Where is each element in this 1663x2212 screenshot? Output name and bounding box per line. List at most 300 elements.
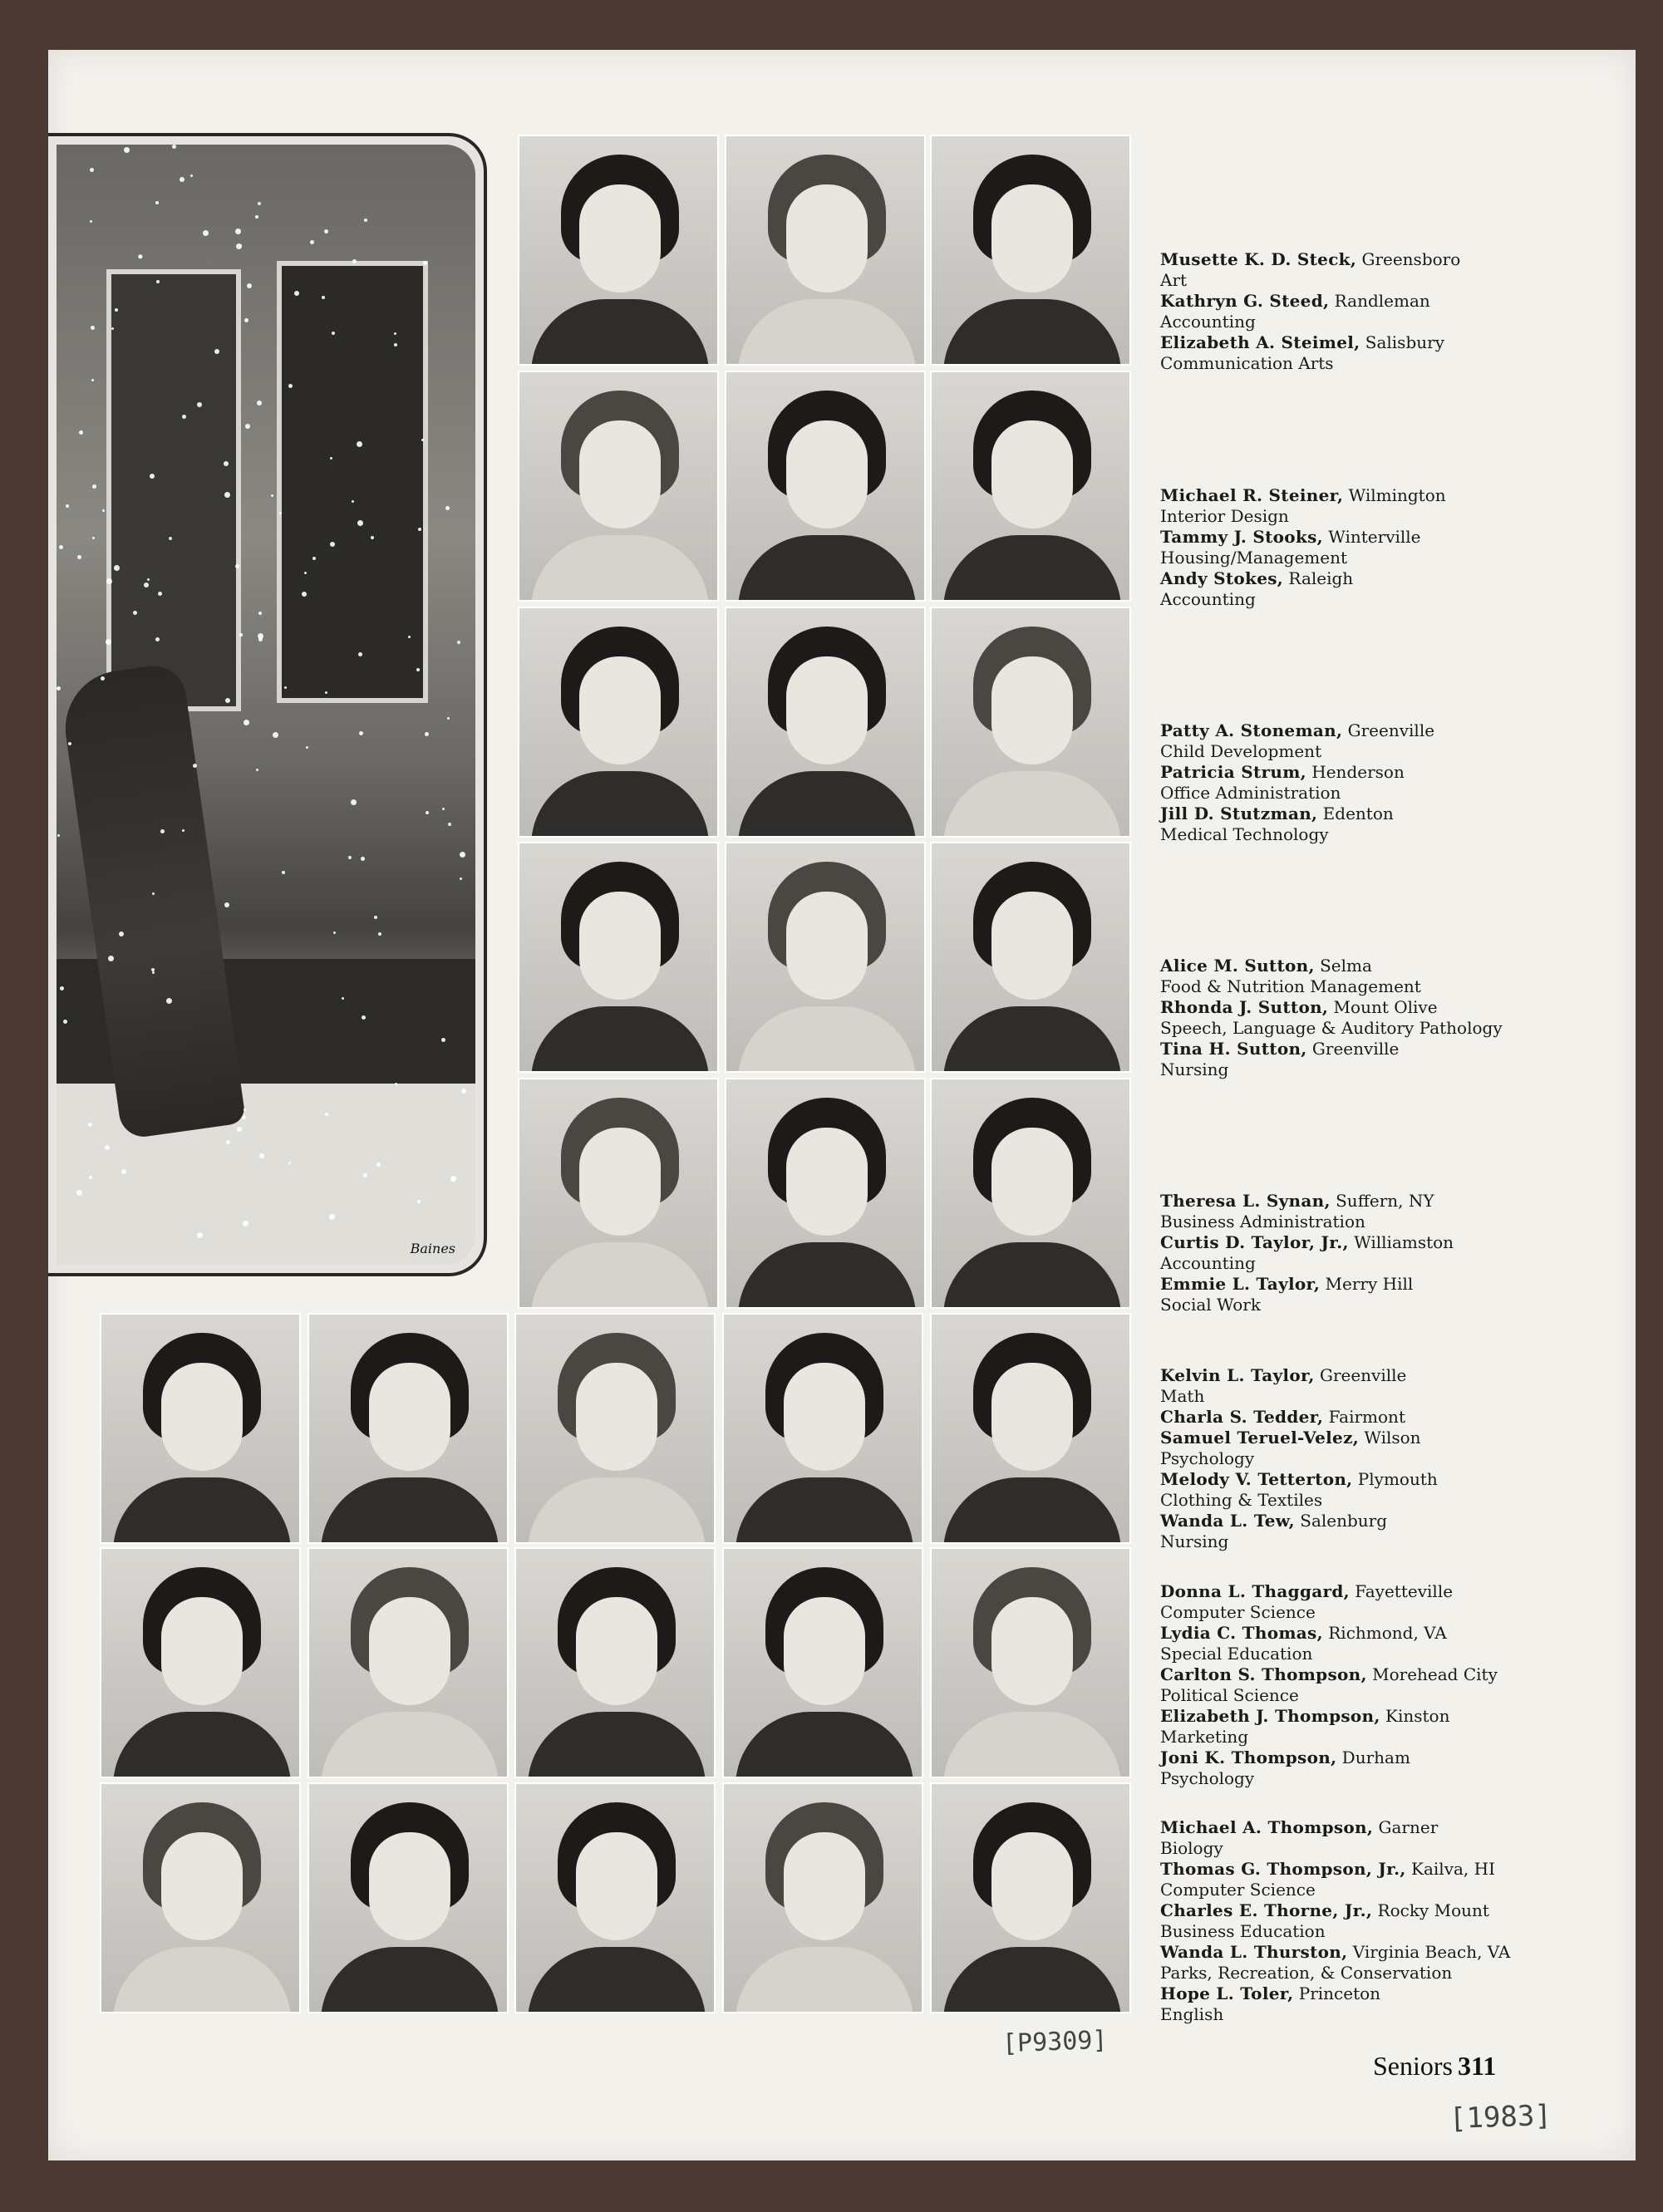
snowflake bbox=[60, 986, 64, 990]
entry: Tammy J. Stooks, Winterville bbox=[1160, 527, 1421, 547]
snowflake bbox=[224, 461, 229, 466]
snowflake bbox=[193, 764, 197, 768]
portrait-photo bbox=[308, 1782, 509, 2013]
portrait-body bbox=[738, 299, 916, 366]
entry: Jill D. Stutzman, Edenton bbox=[1160, 804, 1394, 823]
portrait-face bbox=[991, 892, 1073, 1000]
portrait-face bbox=[991, 1832, 1073, 1940]
snowflake bbox=[306, 746, 308, 749]
entry-major: Speech, Language & Auditory Pathology bbox=[1160, 1018, 1503, 1038]
snowflake bbox=[57, 834, 60, 837]
entry-major: Biology bbox=[1160, 1838, 1223, 1858]
snowflake bbox=[255, 215, 258, 219]
entry-major: Interior Design bbox=[1160, 506, 1289, 526]
entry-major: Political Science bbox=[1160, 1685, 1299, 1705]
entry: Melody V. Tetterton, Plymouth bbox=[1160, 1469, 1438, 1489]
name-block-8 bbox=[1160, 1817, 1626, 2025]
portrait-photo bbox=[722, 1547, 923, 1778]
snowflake bbox=[106, 639, 111, 645]
name-block-1 bbox=[1160, 249, 1626, 374]
portrait-photo bbox=[514, 1313, 716, 1544]
portrait-face bbox=[579, 184, 661, 292]
portrait-body bbox=[738, 1242, 916, 1309]
snowflake bbox=[460, 877, 462, 880]
portrait-face bbox=[369, 1832, 450, 1940]
entry: Elizabeth A. Steimel, Salisbury bbox=[1160, 332, 1444, 352]
portrait-body bbox=[531, 1006, 709, 1073]
snowflake bbox=[460, 852, 465, 858]
portrait-photo bbox=[725, 842, 926, 1073]
portrait-photo bbox=[100, 1782, 301, 2013]
portrait-photo bbox=[518, 371, 719, 602]
snowflake bbox=[114, 565, 120, 571]
snowflake bbox=[166, 998, 172, 1004]
portrait-face bbox=[579, 892, 661, 1000]
entry-major: Office Administration bbox=[1160, 783, 1341, 803]
snowflake bbox=[271, 494, 273, 497]
snowflake bbox=[151, 968, 155, 971]
portrait-body bbox=[113, 1712, 291, 1778]
snowflake bbox=[288, 384, 293, 388]
portrait-photo bbox=[930, 842, 1131, 1073]
snowflake bbox=[244, 720, 249, 725]
entry-major: Marketing bbox=[1160, 1727, 1249, 1747]
portrait-face bbox=[786, 892, 868, 1000]
window-right bbox=[277, 261, 428, 703]
entry: Theresa L. Synan, Suffern, NY bbox=[1160, 1191, 1434, 1211]
portrait-body bbox=[943, 535, 1121, 602]
photo-credit: Baines bbox=[410, 1241, 455, 1256]
snowflake bbox=[361, 857, 365, 861]
portrait-face bbox=[784, 1597, 865, 1705]
entry-major: Accounting bbox=[1160, 1253, 1256, 1273]
name-block-3 bbox=[1160, 720, 1626, 845]
snowflake bbox=[284, 686, 287, 689]
portrait-body bbox=[943, 1242, 1121, 1309]
snowflake bbox=[258, 202, 261, 205]
entry: Emmie L. Taylor, Merry Hill bbox=[1160, 1274, 1414, 1294]
snowflake bbox=[358, 652, 362, 656]
year-note: [1983] bbox=[1449, 2098, 1552, 2136]
snowflake bbox=[325, 691, 327, 694]
snowflake bbox=[226, 1140, 230, 1144]
entry-major: Math bbox=[1160, 1386, 1205, 1406]
snowflake bbox=[273, 732, 278, 738]
snowflake bbox=[224, 902, 229, 907]
snowflake bbox=[310, 240, 314, 244]
snowflake bbox=[133, 611, 137, 615]
snowflake bbox=[442, 808, 445, 810]
entry-major: Nursing bbox=[1160, 1531, 1229, 1551]
snowflake bbox=[197, 402, 202, 407]
snowflake bbox=[155, 637, 160, 641]
snowflake bbox=[423, 261, 427, 265]
snowflake bbox=[182, 829, 185, 832]
portrait-face bbox=[786, 1128, 868, 1236]
snowflake bbox=[357, 441, 362, 447]
portrait-photo bbox=[930, 1547, 1131, 1778]
portrait-photo bbox=[518, 135, 719, 366]
entry-major: Psychology bbox=[1160, 1768, 1255, 1788]
name-block-7 bbox=[1160, 1581, 1626, 1789]
snowflake bbox=[144, 582, 149, 587]
snowflake bbox=[92, 484, 96, 489]
snowflake bbox=[322, 296, 325, 299]
snowflake bbox=[364, 219, 367, 222]
snowflake bbox=[351, 799, 357, 805]
portrait-photo bbox=[100, 1313, 301, 1544]
snowflake bbox=[90, 168, 94, 172]
entry: Rhonda J. Sutton, Mount Olive bbox=[1160, 997, 1438, 1017]
snowflake bbox=[102, 509, 105, 512]
snowflake bbox=[243, 1221, 248, 1226]
snowflake bbox=[348, 856, 352, 859]
portrait-body bbox=[738, 535, 916, 602]
snowflake bbox=[119, 931, 124, 936]
snowflake bbox=[155, 201, 159, 204]
portrait-face bbox=[784, 1832, 865, 1940]
snowflake bbox=[169, 537, 172, 540]
entry: Thomas G. Thompson, Jr., Kailva, HI bbox=[1160, 1859, 1495, 1879]
portrait-body bbox=[943, 1947, 1121, 2013]
entry: Donna L. Thaggard, Fayetteville bbox=[1160, 1581, 1454, 1601]
snowflake bbox=[257, 401, 262, 406]
entry-major: Child Development bbox=[1160, 741, 1322, 761]
snowflake bbox=[66, 504, 69, 508]
portrait-face bbox=[991, 1128, 1073, 1236]
portrait-photo bbox=[930, 135, 1131, 366]
portrait-face bbox=[369, 1597, 450, 1705]
portrait-face bbox=[786, 184, 868, 292]
snowflake bbox=[152, 971, 155, 974]
portrait-face bbox=[991, 420, 1073, 528]
snowflake bbox=[111, 327, 114, 330]
snowflake bbox=[282, 871, 285, 874]
snowflake bbox=[63, 1020, 67, 1024]
snowflake bbox=[91, 326, 95, 330]
snowflake bbox=[203, 230, 209, 236]
portrait-face bbox=[161, 1832, 243, 1940]
portrait-body bbox=[113, 1477, 291, 1544]
portrait-body bbox=[738, 1006, 916, 1073]
entry-major: Art bbox=[1160, 270, 1188, 290]
portrait-photo bbox=[100, 1547, 301, 1778]
portrait-body bbox=[531, 1242, 709, 1309]
snowflake bbox=[91, 379, 94, 381]
snowflake bbox=[79, 430, 83, 435]
snowflake bbox=[418, 528, 421, 531]
entry: Samuel Teruel-Velez, Wilson bbox=[1160, 1428, 1421, 1448]
entry: Andy Stokes, Raleigh bbox=[1160, 568, 1354, 588]
entry: Elizabeth J. Thompson, Kinston bbox=[1160, 1706, 1450, 1726]
snowflake bbox=[236, 243, 242, 249]
snowflake bbox=[237, 1127, 242, 1132]
name-block-5 bbox=[1160, 1191, 1626, 1315]
entry: Curtis D. Taylor, Jr., Williamston bbox=[1160, 1232, 1454, 1252]
portrait-body bbox=[531, 535, 709, 602]
entry: Charla S. Tedder, Fairmont bbox=[1160, 1407, 1405, 1427]
snowflake bbox=[302, 592, 307, 597]
snowflake bbox=[359, 731, 363, 735]
snowflake bbox=[90, 220, 92, 223]
portrait-body bbox=[528, 1477, 706, 1544]
portrait-body bbox=[943, 771, 1121, 838]
snowflake bbox=[363, 1173, 367, 1177]
snowflake bbox=[247, 283, 252, 288]
snowflake bbox=[374, 916, 377, 919]
portrait-body bbox=[528, 1947, 706, 2013]
snowflake bbox=[147, 578, 150, 581]
snowflake bbox=[242, 1115, 246, 1119]
portrait-face bbox=[991, 656, 1073, 764]
name-block-4 bbox=[1160, 956, 1626, 1080]
entry-major: Medical Technology bbox=[1160, 824, 1329, 844]
snowflake bbox=[182, 415, 186, 419]
snowflake bbox=[124, 147, 130, 153]
portrait-photo bbox=[930, 371, 1131, 602]
entry: Tina H. Sutton, Greenville bbox=[1160, 1039, 1400, 1059]
snowflake bbox=[425, 732, 429, 736]
snowflake bbox=[245, 424, 250, 429]
portrait-body bbox=[943, 1712, 1121, 1778]
snowflake bbox=[395, 1083, 397, 1085]
snowflake bbox=[156, 280, 160, 283]
snowflake bbox=[105, 1145, 110, 1150]
portrait-body bbox=[531, 771, 709, 838]
name-block-2 bbox=[1160, 485, 1626, 610]
snowflake bbox=[244, 1108, 246, 1111]
snowflake bbox=[294, 291, 299, 296]
snowflake bbox=[190, 175, 193, 177]
snowflake bbox=[378, 932, 381, 936]
snowflake bbox=[330, 542, 335, 547]
portrait-face bbox=[579, 420, 661, 528]
yearbook-page bbox=[48, 50, 1636, 2160]
snowflake bbox=[447, 717, 450, 720]
entry: Alice M. Sutton, Selma bbox=[1160, 956, 1372, 976]
portrait-photo bbox=[514, 1547, 716, 1778]
snowflake bbox=[333, 931, 336, 934]
portrait-body bbox=[943, 1006, 1121, 1073]
snowflake bbox=[312, 557, 316, 560]
snowflake bbox=[362, 1015, 366, 1020]
archive-id-note: [P9309] bbox=[1001, 2025, 1109, 2059]
entry-major: Business Education bbox=[1160, 1921, 1326, 1941]
portrait-photo bbox=[308, 1313, 509, 1544]
entry: Michael R. Steiner, Wilmington bbox=[1160, 485, 1446, 505]
snowflake bbox=[172, 145, 176, 149]
portrait-body bbox=[736, 1712, 913, 1778]
entry-major: Social Work bbox=[1160, 1295, 1261, 1315]
snowflake bbox=[214, 349, 219, 354]
snowflake bbox=[150, 474, 155, 479]
snowflake bbox=[224, 492, 230, 498]
snowflake bbox=[342, 997, 344, 1000]
portrait-body bbox=[321, 1712, 499, 1778]
snowflake bbox=[258, 637, 263, 641]
portrait-face bbox=[991, 1363, 1073, 1471]
entry-major: English bbox=[1160, 2004, 1224, 2024]
entry: Wanda L. Tew, Salenburg bbox=[1160, 1511, 1388, 1531]
portrait-photo bbox=[930, 1313, 1131, 1544]
snowflake bbox=[160, 829, 165, 833]
portrait-photo bbox=[722, 1782, 923, 2013]
portrait-photo bbox=[518, 1078, 719, 1309]
portrait-body bbox=[738, 771, 916, 838]
snow-photo-frame bbox=[48, 133, 487, 1276]
snowflake bbox=[92, 537, 95, 539]
snowflake bbox=[77, 555, 81, 559]
portrait-photo bbox=[518, 607, 719, 838]
entry: Wanda L. Thurston, Virginia Beach, VA bbox=[1160, 1942, 1511, 1962]
snowflake bbox=[421, 439, 424, 441]
portrait-photo bbox=[725, 371, 926, 602]
page-number: 311 bbox=[1458, 2051, 1497, 2081]
portrait-face bbox=[161, 1597, 243, 1705]
entry: Patty A. Stoneman, Greenville bbox=[1160, 720, 1435, 740]
portrait-face bbox=[369, 1363, 450, 1471]
snowflake bbox=[324, 229, 328, 233]
portrait-face bbox=[991, 1597, 1073, 1705]
snowflake bbox=[76, 1190, 82, 1196]
portrait-photo bbox=[514, 1782, 716, 2013]
portrait-photo bbox=[722, 1313, 923, 1544]
snowflake bbox=[394, 332, 396, 335]
snowflake bbox=[408, 636, 411, 638]
portrait-face bbox=[786, 420, 868, 528]
entry-major: Accounting bbox=[1160, 312, 1256, 332]
snowflake bbox=[330, 457, 332, 460]
snowflake bbox=[158, 592, 162, 596]
window-left bbox=[106, 269, 241, 711]
snowflake bbox=[279, 512, 282, 514]
portrait-body bbox=[736, 1947, 913, 2013]
snowflake bbox=[235, 229, 241, 234]
page-footer bbox=[1373, 2051, 1496, 2082]
entry-major: Special Education bbox=[1160, 1644, 1313, 1664]
entry-major: Clothing & Textiles bbox=[1160, 1490, 1323, 1510]
snowflake bbox=[88, 1123, 92, 1127]
snowflake bbox=[235, 564, 239, 568]
entry-major: Nursing bbox=[1160, 1059, 1229, 1079]
portrait-body bbox=[113, 1947, 291, 2013]
snowflake bbox=[225, 698, 230, 703]
snowflake bbox=[59, 545, 63, 549]
portrait-body bbox=[531, 299, 709, 366]
snowflake bbox=[394, 343, 397, 347]
snowflake bbox=[450, 1176, 456, 1182]
snowflake bbox=[457, 641, 460, 644]
snowflake bbox=[376, 1163, 381, 1167]
entry-major: Parks, Recreation, & Conservation bbox=[1160, 1963, 1453, 1983]
portrait-face bbox=[579, 1128, 661, 1236]
entry: Musette K. D. Steck, Greensboro bbox=[1160, 249, 1461, 269]
entry-major: Communication Arts bbox=[1160, 353, 1334, 373]
entry-major: Psychology bbox=[1160, 1448, 1255, 1468]
snowflake bbox=[329, 1214, 335, 1220]
entry-major: Computer Science bbox=[1160, 1880, 1316, 1900]
snowflake bbox=[304, 572, 307, 574]
name-block-6 bbox=[1160, 1365, 1626, 1552]
portrait-body bbox=[321, 1477, 499, 1544]
portrait-face bbox=[576, 1832, 657, 1940]
snowflake bbox=[115, 308, 118, 312]
snowflake bbox=[152, 892, 155, 895]
entry-major: Housing/Management bbox=[1160, 548, 1348, 568]
portrait-face bbox=[991, 184, 1073, 292]
portrait-photo bbox=[725, 607, 926, 838]
snowflake bbox=[258, 612, 262, 615]
portrait-face bbox=[161, 1363, 243, 1471]
snowflake bbox=[106, 578, 112, 584]
portrait-photo bbox=[308, 1547, 509, 1778]
snowflake bbox=[121, 1169, 126, 1174]
portrait-body bbox=[321, 1947, 499, 2013]
snowflake bbox=[416, 668, 420, 671]
snowflake bbox=[332, 332, 335, 335]
snowflake bbox=[441, 1038, 445, 1042]
snowflake bbox=[352, 500, 354, 503]
snowflake bbox=[108, 956, 114, 961]
entry-major: Accounting bbox=[1160, 589, 1256, 609]
portrait-photo bbox=[930, 1782, 1131, 2013]
snowflake bbox=[461, 1089, 466, 1094]
snowflake bbox=[371, 536, 374, 539]
snowflake bbox=[239, 633, 243, 637]
entry: Lydia C. Thomas, Richmond, VA bbox=[1160, 1623, 1447, 1643]
entry-major: Food & Nutrition Management bbox=[1160, 976, 1421, 996]
portrait-face bbox=[576, 1363, 657, 1471]
entry: Kelvin L. Taylor, Greenville bbox=[1160, 1365, 1407, 1385]
portrait-body bbox=[943, 299, 1121, 366]
entry-major: Business Administration bbox=[1160, 1212, 1365, 1231]
entry: Carlton S. Thompson, Morehead City bbox=[1160, 1664, 1498, 1684]
portrait-photo bbox=[725, 1078, 926, 1309]
portrait-photo bbox=[518, 842, 719, 1073]
snowflake bbox=[288, 1162, 291, 1164]
snowflake bbox=[197, 1232, 203, 1238]
entry-major: Computer Science bbox=[1160, 1602, 1316, 1622]
snowflake bbox=[259, 1153, 264, 1158]
snow-photo bbox=[57, 145, 475, 1265]
snowflake bbox=[417, 1200, 421, 1203]
portrait-body bbox=[943, 1477, 1121, 1544]
snowflake bbox=[325, 1113, 328, 1116]
snowflake bbox=[426, 811, 429, 814]
snowflake bbox=[180, 177, 185, 182]
entry: Kathryn G. Steed, Randleman bbox=[1160, 291, 1430, 311]
snowflake bbox=[244, 318, 248, 322]
portrait-face bbox=[576, 1597, 657, 1705]
snowflake bbox=[352, 259, 357, 263]
snowflake bbox=[448, 823, 451, 826]
portrait-face bbox=[579, 656, 661, 764]
entry: Charles E. Thorne, Jr., Rocky Mount bbox=[1160, 1900, 1489, 1920]
portrait-face bbox=[784, 1363, 865, 1471]
entry: Joni K. Thompson, Durham bbox=[1160, 1747, 1410, 1767]
snowflake bbox=[89, 1176, 92, 1179]
portrait-face bbox=[786, 656, 868, 764]
entry: Patricia Strum, Henderson bbox=[1160, 762, 1405, 782]
entry: Michael A. Thompson, Garner bbox=[1160, 1817, 1439, 1837]
portrait-photo bbox=[930, 607, 1131, 838]
snowflake bbox=[357, 520, 363, 526]
section-label: Seniors bbox=[1373, 2051, 1453, 2081]
snowflake bbox=[68, 742, 71, 745]
portrait-photo bbox=[930, 1078, 1131, 1309]
snowflake bbox=[256, 769, 258, 771]
snowflake bbox=[101, 676, 105, 681]
